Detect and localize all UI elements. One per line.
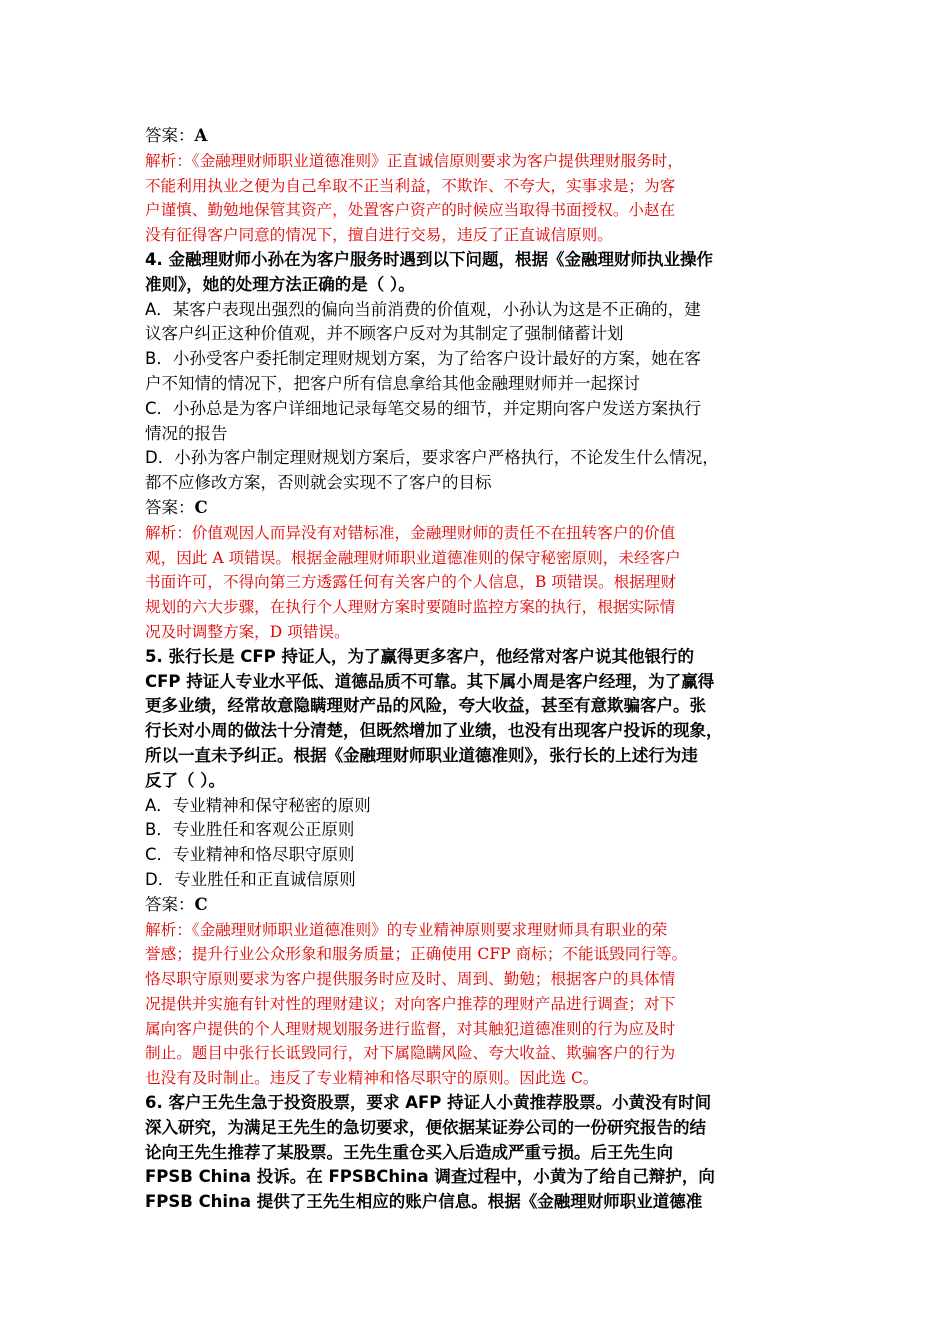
question-line: 所以一直未予纠正。根据《金融理财师职业道德准则》，张行长的上述行为违 [145,745,698,765]
option-line: B．专业胜任和客观公正原则 [145,820,355,840]
answer-value: C [194,497,208,517]
analysis-line: 况及时调整方案，D 项错误。 [145,622,350,641]
answer-label: 答案： [145,497,195,517]
analysis-line: 户谨慎、勤勉地保管其资产，处置客户资产的时候应当取得书面授权。小赵在 [145,201,676,220]
option-line: 情况的报告 [145,423,228,443]
analysis-q4 [145,521,805,645]
option-line: C．小孙总是为客户详细地记录每笔交易的细节，并定期向客户发送方案执行 [145,398,702,418]
analysis-line: 誉感；提升行业公众形象和服务质量；正确使用 CFP 商标；不能诋毁同行等。 [145,945,688,964]
analysis-line: 制止。题目中张行长诋毁同行，对下属隐瞒风险、夸大收益、欺骗客户的行为 [145,1044,676,1063]
analysis-line: 也没有及时制止。违反了专业精神和恪尽职守的原则。因此选 C。 [145,1069,599,1088]
answer-value: A [194,126,208,145]
option-line: B．小孙受客户委托制定理财规划方案，为了给客户设计最好的方案，她在客 [145,349,701,369]
answer-label: 答案： [145,126,195,145]
answer-line-q5 [145,893,805,918]
question-line: 行长对小周的做法十分清楚，但既然增加了业绩，也没有出现客户投诉的现象， [145,721,723,741]
option-line: A．专业精神和保守秘密的原则 [145,795,371,815]
question-line: FPSB China 投诉。在 FPSBChina 调查过程中，小黄为了给自己辩护，向 [145,1167,715,1187]
question-line: 准则》，她的处理方法正确的是（ ）。 [145,274,415,294]
analysis-line: 况提供并实施有针对性的理财建议；对向客户推荐的理财产品进行调查；对下 [145,994,676,1013]
question-6 [145,1091,805,1215]
analysis-q5 [145,918,805,1092]
question-line: 更多业绩，经常故意隐瞒理财产品的风险，夸大收益，甚至有意欺骗客户。张 [145,696,706,716]
analysis-q3 [145,149,805,248]
question-line: 深入研究，为满足王先生的急切要求，便依据某证券公司的一份研究报告的结 [145,1117,706,1137]
question-line: 论向王先生推荐了某股票。王先生重仓买入后造成严重亏损。后王先生向 [145,1142,673,1162]
analysis-line: 属向客户提供的个人理财规划服务进行监督，对其触犯道德准则的行为应及时 [145,1019,676,1038]
answer-line-q3 [145,124,805,149]
option-line: 都不应修改方案，否则就会实现不了客户的目标 [145,473,492,493]
analysis-line: 不能利用执业之便为自己牟取不正当利益，不欺诈、不夸大，实事求是；为客 [145,176,676,195]
options-q5 [145,794,805,893]
document-page [145,124,805,1215]
question-4 [145,248,805,298]
question-line: FPSB China 提供了王先生相应的账户信息。根据《金融理财师职业道德准 [145,1192,703,1212]
answer-value: C [194,894,208,914]
analysis-line: 恪尽职守原则要求为客户提供服务时应及时、周到、勤勉；根据客户的具体情 [145,970,676,989]
options-q4 [145,298,805,496]
analysis-line: 解析：价值观因人而异没有对错标准，金融理财师的责任不在扭转客户的价值 [145,523,676,542]
analysis-line: 解析：《金融理财师职业道德准则》的专业精神原则要求理财师具有职业的荣 [145,920,668,939]
question-line: CFP 持证人专业水平低、道德品质不可靠。其下属小周是客户经理，为了赢得 [145,671,715,691]
analysis-line: 规划的六大步骤，在执行个人理财方案时要随时监控方案的执行，根据实际情 [145,598,676,617]
option-line: 议客户纠正这种价值观，并不顾客户反对为其制定了强制储蓄计划 [145,324,624,344]
answer-line-q4 [145,496,805,521]
question-line: 4. 金融理财师小孙在为客户服务时遇到以下问题，根据《金融理财师执业操作 [145,249,713,269]
question-line: 6. 客户王先生急于投资股票，要求 AFP 持证人小黄推荐股票。小黄没有时间 [145,1093,712,1113]
analysis-line: 解析：《金融理财师职业道德准则》正直诚信原则要求为客户提供理财服务时， [145,151,683,170]
analysis-line: 书面许可，不得向第三方透露任何有关客户的个人信息，B 项错误。根据理财 [145,573,677,592]
option-line: D．小孙为客户制定理财规划方案后，要求客户严格执行，不论发生什么情况， [145,448,719,468]
question-5 [145,645,805,794]
option-line: C．专业精神和恪尽职守原则 [145,845,355,865]
analysis-line: 没有征得客户同意的情况下，擅自进行交易，违反了正直诚信原则。 [145,226,613,245]
option-line: D．专业胜任和正直诚信原则 [145,869,356,889]
option-line: A．某客户表现出强烈的偏向当前消费的价值观，小孙认为这是不正确的，建 [145,299,701,319]
question-line: 反了（ ）。 [145,770,225,790]
option-line: 户不知情的情况下，把客户所有信息拿给其他金融理财师并一起探讨 [145,373,640,393]
answer-label: 答案： [145,894,195,914]
question-line: 5. 张行长是 CFP 持证人，为了赢得更多客户，他经常对客户说其他银行的 [145,646,694,666]
analysis-line: 观，因此 A 项错误。根据金融理财师职业道德准则的保守秘密原则，未经客户 [145,548,681,567]
